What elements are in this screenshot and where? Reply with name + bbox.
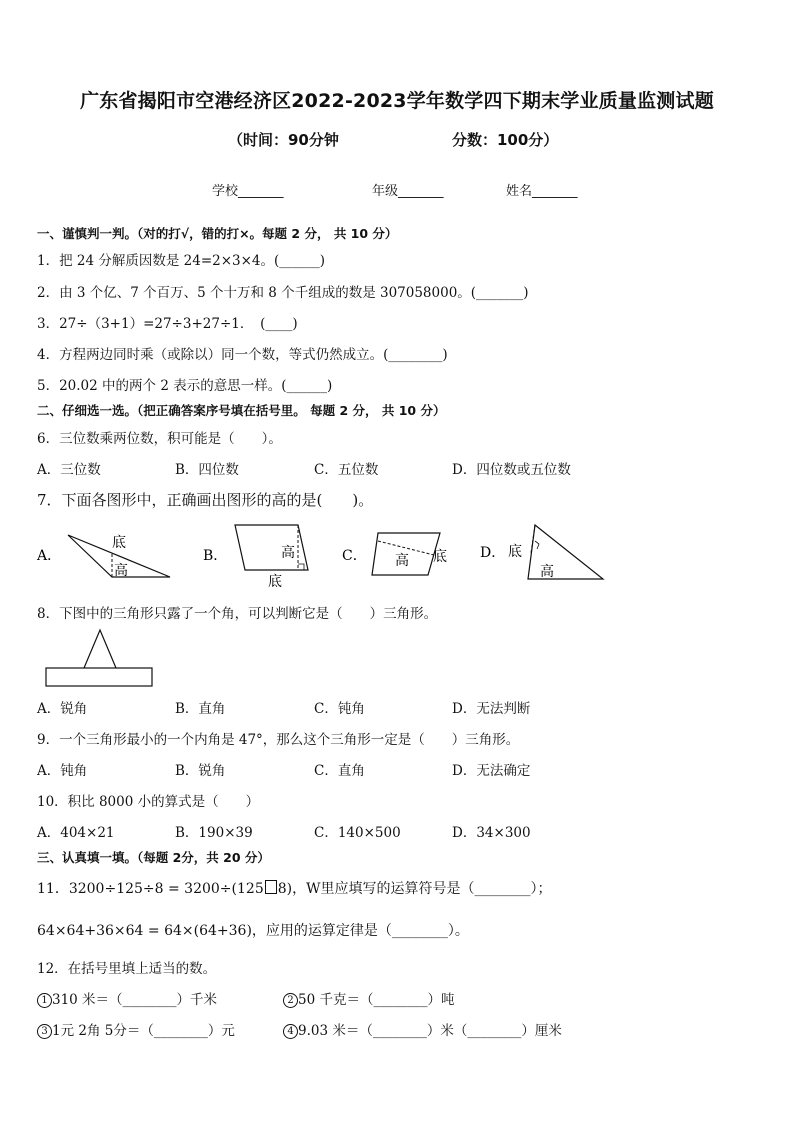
school-field[interactable]: 学校_______ bbox=[212, 184, 284, 199]
q9-option-b[interactable]: B．锐角 bbox=[175, 763, 226, 779]
q11-text-1: ，W里应填写的运算符号是（________）； bbox=[292, 881, 552, 897]
q11-number: 11． bbox=[37, 881, 69, 897]
grade-field[interactable]: 年级_______ bbox=[372, 184, 444, 199]
q7-option-d-letter[interactable]: D． bbox=[480, 545, 506, 561]
q12-item-4-text: 9.03 米＝（________）米（________）厘米 bbox=[298, 1023, 562, 1039]
section3-heading: 三、认真填一填。（每题 2分，共 20 分） bbox=[37, 850, 270, 865]
q7-b-label-gao: 高 bbox=[281, 545, 295, 561]
question-3: 3．27÷（3+1）=27÷3+27÷1． (____) bbox=[37, 316, 298, 332]
q7-a-label-di: 底 bbox=[112, 535, 126, 551]
q11-expression-1-end: 8) bbox=[277, 881, 293, 897]
q12-item-4-number: 4 bbox=[283, 1024, 298, 1039]
q7-b-parallelogram bbox=[235, 525, 308, 570]
q8-figure bbox=[44, 625, 156, 689]
q7-option-a-letter[interactable]: A． bbox=[37, 548, 62, 564]
q7-a-label-gao: 高 bbox=[114, 563, 128, 579]
q7-c-label-gao: 高 bbox=[395, 553, 409, 569]
question-6: 6．三位数乘两位数，积可能是（ ）。 bbox=[37, 431, 282, 447]
q9-option-c[interactable]: C．直角 bbox=[314, 763, 365, 779]
question-4: 4．方程两边同时乘（或除以）同一个数，等式仍然成立。(________) bbox=[37, 347, 448, 363]
q7-d-label-gao: 高 bbox=[540, 564, 554, 580]
question-11-line2 bbox=[37, 920, 469, 940]
q11-text-2: ，应用的运算定律是（________）。 bbox=[251, 923, 469, 939]
q10-option-c[interactable]: C．140×500 bbox=[314, 825, 401, 841]
q12-item-3 bbox=[37, 1019, 235, 1039]
question-1: 1．把 24 分解质因数是 24=2×3×4。(______) bbox=[37, 253, 326, 269]
question-2: 2．由 3 个亿、7 个百万、5 个十万和 8 个千组成的数是 307058000。(_______) bbox=[37, 285, 529, 301]
q10-option-d[interactable]: D．34×300 bbox=[452, 825, 531, 841]
q11-expression-2: 64×64+36×64 = 64×(64+36) bbox=[37, 923, 252, 939]
q7-option-c-letter[interactable]: C． bbox=[342, 548, 367, 564]
q8-option-a[interactable]: A．锐角 bbox=[37, 701, 88, 717]
q8-option-b[interactable]: B．直角 bbox=[175, 701, 226, 717]
q7-c-label-di: 底 bbox=[433, 549, 447, 565]
q11-expression-1: 3200÷125÷8 = 3200÷(125 bbox=[68, 881, 264, 897]
q8-triangle-angle bbox=[84, 630, 116, 668]
question-8: 8．下图中的三角形只露了一个角，可以判断它是（ ）三角形。 bbox=[37, 606, 438, 622]
q10-option-b[interactable]: B．190×39 bbox=[175, 825, 253, 841]
q6-option-c[interactable]: C．五位数 bbox=[314, 462, 379, 478]
q7-b-label-di: 底 bbox=[268, 574, 282, 590]
section2-heading: 二、仔细选一选。（把正确答案序号填在括号里。 每题 2 分， 共 10 分） bbox=[37, 403, 446, 418]
q12-item-3-number: 3 bbox=[37, 1024, 52, 1039]
question-9: 9．一个三角形最小的一个内角是 47°，那么这个三角形一定是（ ）三角形。 bbox=[37, 732, 520, 748]
q12-item-4 bbox=[283, 1019, 562, 1039]
question-10: 10．积比 8000 小的算式是（ ） bbox=[37, 794, 260, 810]
question-12: 12．在括号里填上适当的数。 bbox=[37, 961, 217, 977]
q6-option-a[interactable]: A．三位数 bbox=[37, 462, 101, 478]
q10-option-a[interactable]: A．404×21 bbox=[37, 825, 115, 841]
name-field[interactable]: 姓名_______ bbox=[506, 184, 578, 199]
q7-figures bbox=[0, 515, 794, 595]
question-5: 5．20.02 中的两个 2 表示的意思一样。(______) bbox=[37, 378, 333, 394]
exam-time: （时间：90分钟 bbox=[228, 131, 339, 149]
q8-option-c[interactable]: C．钝角 bbox=[314, 701, 365, 717]
q7-option-b-letter[interactable]: B． bbox=[203, 548, 228, 564]
q6-option-d[interactable]: D．四位数或五位数 bbox=[452, 462, 571, 478]
q9-option-a[interactable]: A．钝角 bbox=[37, 763, 88, 779]
q12-item-1 bbox=[37, 988, 217, 1008]
question-7: 7．下面各图形中，正确画出图形的高的是( )。 bbox=[37, 491, 374, 509]
q12-item-1-text: 310 米＝（________）千米 bbox=[52, 992, 218, 1008]
q11-blank-box[interactable] bbox=[265, 880, 277, 894]
q6-option-b[interactable]: B．四位数 bbox=[175, 462, 239, 478]
q12-item-2-text: 50 千克＝（________）吨 bbox=[298, 992, 455, 1008]
q12-item-2 bbox=[283, 988, 454, 1008]
q12-item-1-number: 1 bbox=[37, 993, 52, 1008]
q8-option-d[interactable]: D．无法判断 bbox=[452, 701, 531, 717]
q9-option-d[interactable]: D．无法确定 bbox=[452, 763, 531, 779]
q8-cover-rectangle bbox=[46, 668, 152, 686]
section1-heading: 一、谨慎判一判。（对的打√，错的打×。每题 2 分， 共 10 分） bbox=[37, 226, 398, 241]
page-title: 广东省揭阳市空港经济区2022-2023学年数学四下期末学业质量监测试题 bbox=[80, 90, 714, 112]
q12-item-2-number: 2 bbox=[283, 993, 298, 1008]
question-11-line1 bbox=[37, 878, 552, 898]
exam-score: 分数：100分） bbox=[452, 131, 559, 149]
q12-item-3-text: 1元 2角 5分＝（________）元 bbox=[52, 1023, 235, 1039]
q7-d-label-di: 底 bbox=[508, 544, 522, 560]
